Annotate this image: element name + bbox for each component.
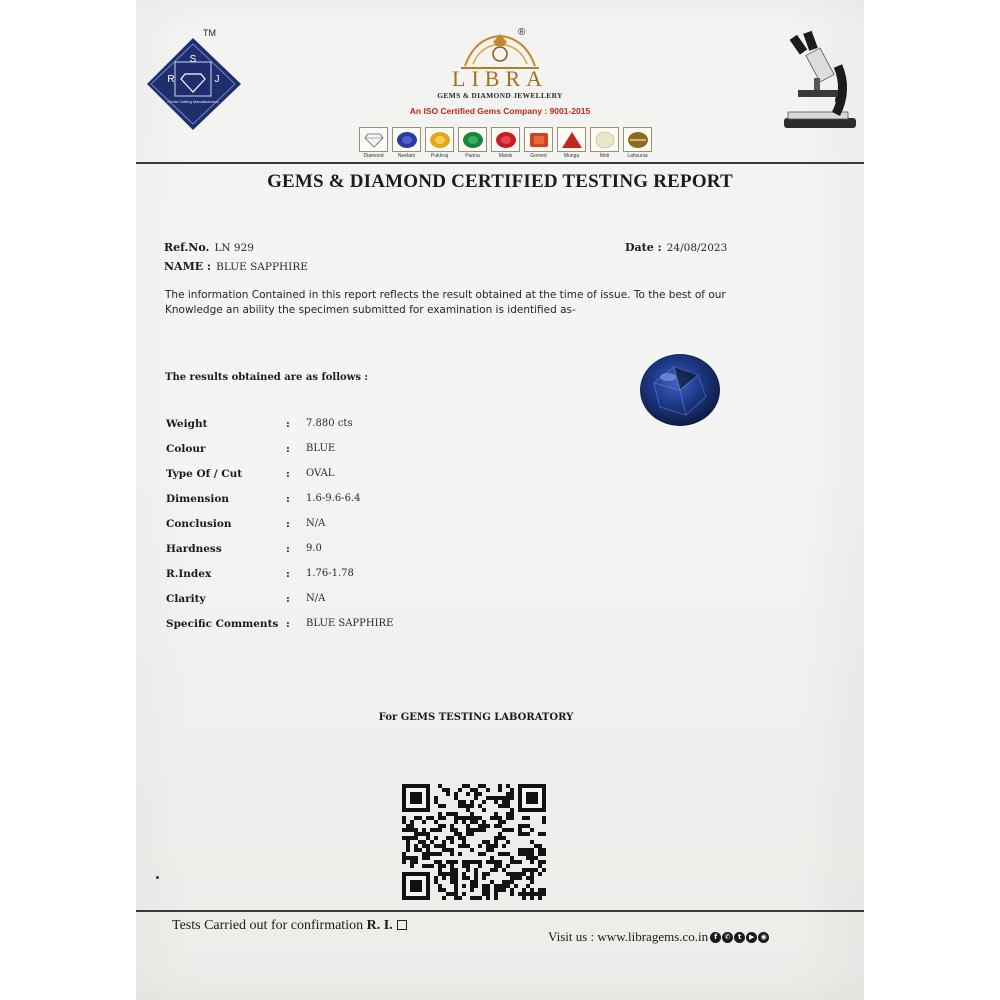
instagram-icon[interactable]: ◉ (758, 932, 769, 943)
pearl-icon (594, 131, 616, 149)
results-heading: The results obtained are as follows : (165, 372, 369, 383)
gem-label: Pukhraj (431, 153, 448, 159)
brand-name: LIBRA (452, 66, 548, 91)
result-value: 7.880 cts (306, 418, 353, 429)
srj-letter: J (214, 74, 220, 85)
result-label: Dimension (166, 493, 230, 505)
report-date (625, 236, 727, 255)
date-value: 24/08/2023 (666, 242, 728, 254)
gem-item (391, 127, 422, 159)
gem-item (424, 127, 455, 159)
intro-line: Knowledge an ability the specimen submitted for examination is identified as- (165, 304, 576, 316)
result-row (166, 468, 586, 484)
confirmation-checkbox[interactable] (397, 920, 407, 930)
facebook-icon[interactable]: f (710, 932, 721, 943)
speck (156, 876, 159, 879)
coral-icon (561, 131, 583, 149)
lab-signature: For GEMS TESTING LABORATORY (378, 712, 574, 723)
header-divider (136, 162, 864, 164)
result-value: OVAL (306, 468, 335, 479)
visit-line (548, 929, 769, 945)
srj-tagline: Gems Cutting Manufacturers (167, 99, 219, 104)
confirmation-text: Tests Carried out for confirmation (172, 918, 364, 933)
confirmation-line (172, 918, 407, 934)
gem-item (490, 127, 521, 159)
gem-label: Manik (498, 153, 513, 159)
gem-item (556, 127, 587, 159)
result-row (166, 543, 586, 559)
result-colon: : (286, 518, 290, 530)
intro-paragraph (165, 288, 765, 318)
result-value: 1.76-1.78 (306, 568, 354, 579)
result-row (166, 618, 586, 634)
result-row (166, 593, 586, 609)
social-icons (710, 932, 769, 943)
result-value: 1.6-9.6-6.4 (306, 493, 361, 504)
result-label: Conclusion (166, 518, 232, 530)
gem-item (589, 127, 620, 159)
microscope-icon (776, 30, 862, 134)
trademark-mark: TM (203, 28, 216, 38)
sapphire-photo (624, 345, 736, 435)
footer-divider (136, 910, 864, 912)
result-value: N/A (306, 593, 326, 604)
gem-label: Lahsunia (627, 153, 648, 159)
result-label: Specific Comments (166, 618, 279, 630)
result-colon: : (286, 418, 290, 430)
diamond-icon (364, 132, 384, 148)
result-colon: : (286, 493, 290, 505)
gem-icon (462, 131, 484, 149)
result-label: Type Of / Cut (166, 468, 243, 480)
gem-strip (358, 127, 653, 159)
date-label: Date : (625, 241, 662, 254)
ref-value: LN 929 (214, 242, 254, 254)
gem-label: Panna (465, 153, 480, 159)
qr-code[interactable] (402, 784, 546, 900)
registered-mark: ® (518, 27, 526, 38)
name-label: NAME : (164, 260, 212, 273)
gem-item (523, 127, 554, 159)
result-value: BLUE SAPPHIRE (306, 618, 394, 629)
result-row (166, 418, 586, 434)
result-value: BLUE (306, 443, 336, 454)
specimen-name (164, 255, 308, 274)
youtube-icon[interactable]: ▶ (746, 932, 757, 943)
result-colon: : (286, 443, 290, 455)
gem-icon (495, 131, 517, 149)
ref-number (164, 236, 254, 255)
srj-letter: S (189, 54, 197, 65)
result-colon: : (286, 568, 290, 580)
result-value: N/A (306, 518, 326, 529)
srj-logo (145, 36, 245, 132)
whatsapp-icon[interactable]: ✆ (722, 932, 733, 943)
gem-item (457, 127, 488, 159)
ref-label: Ref.No. (164, 241, 210, 254)
name-value: BLUE SAPPHIRE (216, 261, 308, 273)
gem-label: Gomed (530, 153, 547, 159)
gem-item (622, 127, 653, 159)
website-link[interactable]: Visit us : www.libragems.co.in (548, 929, 709, 944)
gem-label: Diamond (363, 153, 384, 159)
intro-line: The information Contained in this report reflects the result obtained at the time of issue. To the best of our (165, 289, 726, 301)
srj-letter: R (167, 74, 175, 85)
iso-certification: An ISO Certified Gems Company : 9001-2015 (409, 106, 591, 116)
cats-eye-icon (627, 131, 649, 149)
brand-tagline: GEMS & DIAMOND JEWELLERY (437, 91, 563, 100)
result-label: Clarity (166, 593, 206, 605)
confirmation-code: R. I. (366, 918, 393, 933)
result-colon: : (286, 618, 290, 630)
result-colon: : (286, 593, 290, 605)
result-row (166, 443, 586, 459)
result-label: Weight (166, 418, 208, 430)
report-title: GEMS & DIAMOND CERTIFIED TESTING REPORT (267, 171, 733, 192)
result-label: R.Index (166, 568, 212, 580)
gem-icon (528, 131, 550, 149)
gem-icon (396, 131, 418, 149)
gem-label: Moti (599, 153, 610, 159)
result-label: Hardness (166, 543, 222, 555)
result-colon: : (286, 468, 290, 480)
result-row (166, 568, 586, 584)
gem-label: Munga (563, 153, 580, 159)
result-row (166, 493, 586, 509)
gem-icon (429, 131, 451, 149)
result-colon: : (286, 543, 290, 555)
result-value: 9.0 (306, 543, 322, 554)
gem-item (358, 127, 389, 159)
gem-label: Neelam (397, 153, 416, 159)
twitter-icon[interactable]: t (734, 932, 745, 943)
result-label: Colour (166, 443, 206, 455)
result-row (166, 518, 586, 534)
